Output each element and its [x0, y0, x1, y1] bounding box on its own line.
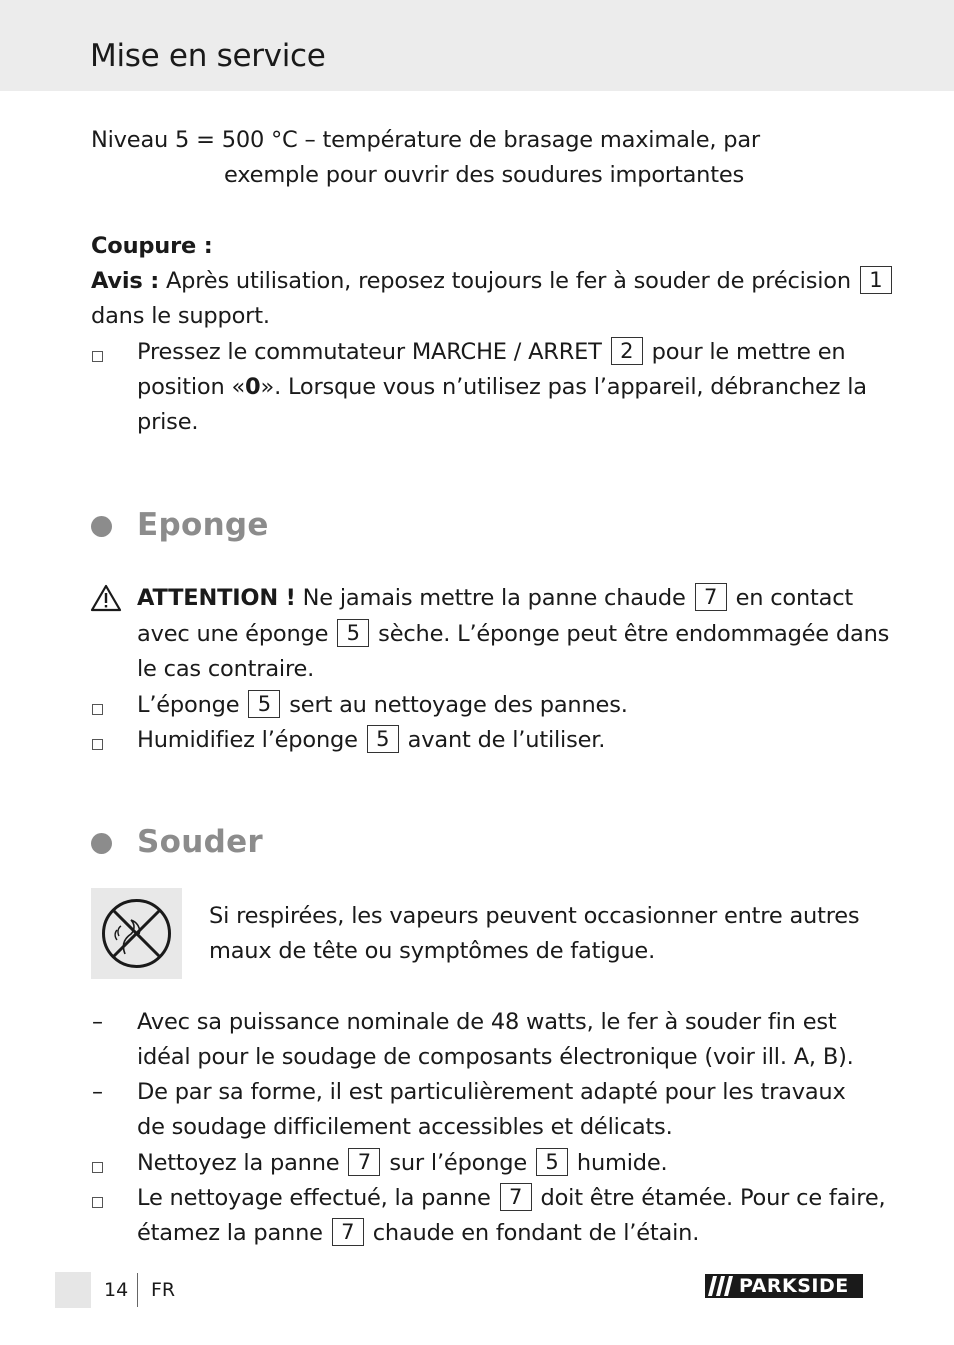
footer-marker — [55, 1272, 91, 1308]
dash2-line1: De par sa forme, il est particulièrement adapté pour les travaux — [137, 1079, 846, 1105]
dash-bullet: – — [92, 1080, 103, 1105]
attention-line2 — [137, 617, 889, 652]
language-code: FR — [151, 1279, 176, 1301]
att-text-a: Ne jamais mettre la panne chaude — [302, 585, 686, 611]
notice-text-a: Après utilisation, reposez toujours le fer à souder de précision — [165, 268, 851, 294]
ref-box: 7 — [695, 583, 727, 611]
s1-text-b: sur l’éponge — [389, 1150, 528, 1176]
ref-box: 7 — [332, 1218, 364, 1246]
dash2-line2: de soudage difficilement accessibles et délicats. — [137, 1114, 673, 1140]
item2-text-a: Humidifiez l’éponge — [137, 727, 358, 753]
item1-text-a: L’éponge — [137, 692, 240, 718]
square-bullet-icon — [92, 1162, 103, 1173]
step-text-c1: position « — [137, 374, 246, 400]
ref-box: 5 — [337, 619, 369, 647]
att-text-c: avec une éponge — [137, 621, 329, 647]
fumes-line2: maux de tête ou symptômes de fatigue. — [209, 938, 656, 964]
section-title-solder: Souder — [137, 824, 263, 860]
square-bullet-icon — [92, 351, 103, 362]
grey-dot-icon — [91, 516, 112, 537]
item2-text-b: avant de l’utiliser. — [407, 727, 606, 753]
s2-text-d: chaude en fondant de l’étain. — [372, 1220, 700, 1246]
dash1-line2: idéal pour le soudage de composants électronique (voir ill. A, B). — [137, 1044, 854, 1070]
notice-label: Avis : — [91, 268, 160, 294]
step-line2 — [137, 370, 867, 405]
attention-line1 — [137, 581, 853, 616]
page-number: 14 — [104, 1279, 129, 1301]
solder-step1 — [137, 1146, 668, 1181]
sponge-item1 — [137, 688, 628, 723]
grey-dot-icon — [91, 833, 112, 854]
dash1-line1: Avec sa puissance nominale de 48 watts, le fer à souder fin est — [137, 1009, 837, 1035]
att-text-d: sèche. L’éponge peut être endommagée dans — [378, 621, 890, 647]
s2-text-c: étamez la panne — [137, 1220, 323, 1246]
level5-line2: exemple pour ouvrir des soudures importantes — [224, 162, 745, 188]
step-line1 — [137, 335, 845, 370]
step-text-b: pour le mettre en — [651, 339, 846, 365]
ref-box: 1 — [860, 266, 892, 294]
no-fumes-icon — [91, 888, 182, 979]
square-bullet-icon — [92, 704, 103, 715]
step-line3: prise. — [137, 409, 199, 435]
ref-box: 5 — [367, 725, 399, 753]
page-title: Mise en service — [90, 38, 326, 74]
square-bullet-icon — [92, 739, 103, 750]
s1-text-c: humide. — [576, 1150, 668, 1176]
warning-triangle-icon — [90, 584, 122, 612]
sponge-item2 — [137, 723, 605, 758]
step-text-a: Pressez le commutateur MARCHE / ARRET — [137, 339, 602, 365]
s2-text-b: doit être étamée. Pour ce faire, — [540, 1185, 886, 1211]
solder-step2-line2 — [137, 1216, 699, 1251]
item1-text-b: sert au nettoyage des pannes. — [289, 692, 628, 718]
brand-logo — [705, 1274, 863, 1298]
attention-label: ATTENTION ! — [137, 585, 296, 611]
attention-line3: le cas contraire. — [137, 656, 315, 682]
ref-box: 5 — [248, 690, 280, 718]
ref-box: 2 — [611, 337, 643, 365]
s1-text-a: Nettoyez la panne — [137, 1150, 340, 1176]
att-text-b: en contact — [735, 585, 854, 611]
level5-line1: Niveau 5 = 500 °C – température de brasage maximale, par — [91, 127, 760, 153]
section-title-sponge: Eponge — [137, 507, 269, 543]
s2-text-a: Le nettoyage effectué, la panne — [137, 1185, 491, 1211]
ref-box: 5 — [536, 1148, 568, 1176]
notice-line2: dans le support. — [91, 303, 270, 329]
brand-stripes-icon — [708, 1276, 736, 1296]
ref-box: 7 — [348, 1148, 380, 1176]
dash-bullet: – — [92, 1010, 103, 1035]
notice-line1 — [91, 264, 894, 299]
step-zero: 0 — [245, 374, 261, 400]
square-bullet-icon — [92, 1197, 103, 1208]
footer-divider — [137, 1273, 138, 1307]
fumes-pictogram-box — [91, 888, 182, 979]
fumes-line1: Si respirées, les vapeurs peuvent occasionner entre autres — [209, 903, 860, 929]
ref-box: 7 — [500, 1183, 532, 1211]
brand-name: PARKSIDE — [739, 1275, 849, 1297]
solder-step2-line1 — [137, 1181, 885, 1216]
step-text-c2: ». Lorsque vous n’utilisez pas l’appareil, débranchez la — [260, 374, 867, 400]
shutdown-heading: Coupure : — [91, 233, 213, 259]
